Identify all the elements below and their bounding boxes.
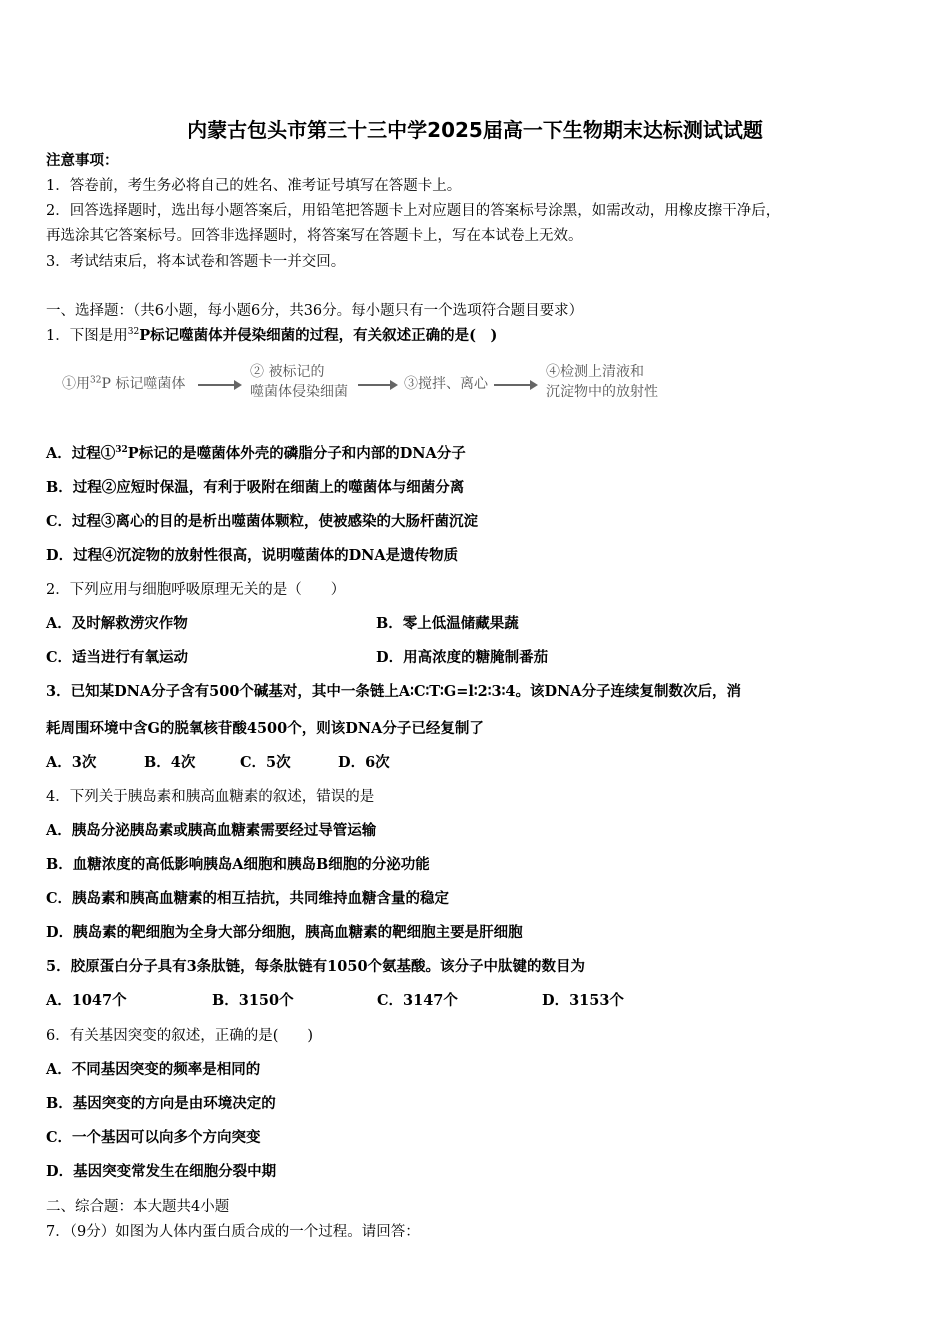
option-text: 过程① xyxy=(71,445,116,462)
question-number: 1． xyxy=(46,328,70,344)
option-c: C．过程③离心的目的是析出噬菌体颗粒，使被感染的大肠杆菌沉淀 xyxy=(46,513,479,530)
option-c: C．一个基因可以向多个方向突变 xyxy=(46,1129,261,1146)
option-c: C．3147个 xyxy=(377,992,458,1009)
phage-process-diagram xyxy=(62,360,682,410)
superscript: 32 xyxy=(127,327,140,338)
section-heading: 二、综合题：本大题共4小题 xyxy=(46,1199,230,1215)
question-text: P标记噬菌体并侵染细菌的过程，有关叙述正确的是( ) xyxy=(139,327,498,344)
diagram-step-2 xyxy=(250,362,348,402)
option-b: B．4次 xyxy=(144,754,196,771)
arrow-icon xyxy=(358,384,396,386)
superscript: 32 xyxy=(90,375,102,386)
option-c: C．适当进行有氧运动 xyxy=(46,649,189,666)
section-heading: 一、选择题：（共6小题，每小题6分，共36分。每小题只有一个选项符合题目要求） xyxy=(46,303,584,319)
option-a: A．3次 xyxy=(46,754,97,771)
question-3-stem: 3．已知某DNA分子含有500个碱基对，其中一条链上A∶C∶T∶G=l∶2∶3∶4。该DNA分子连续复制数次后，消 xyxy=(46,683,742,700)
arrow-icon xyxy=(494,384,536,386)
option-c: C．5次 xyxy=(240,754,291,771)
option-d: D．基因突变常发生在细胞分裂中期 xyxy=(46,1163,277,1180)
option-d: D．用高浓度的糖腌制番茄 xyxy=(376,649,549,666)
diagram-text: ①用 xyxy=(62,376,90,392)
question-4-stem: 4．下列关于胰岛素和胰高血糖素的叙述，错误的是 xyxy=(46,789,375,805)
notice-item: 1．答卷前，考生务必将自己的姓名、准考证号填写在答题卡上。 xyxy=(46,178,462,194)
diagram-text: P 标记噬菌体 xyxy=(101,376,186,392)
superscript: 32 xyxy=(115,445,128,456)
question-3-stem: 耗周围环境中含G的脱氧核苷酸4500个，则该DNA分子已经复制了 xyxy=(46,720,484,737)
question-text: 下图是用 xyxy=(69,328,128,344)
notice-item: 2．回答选择题时，选出每小题答案后，用铅笔把答题卡上对应题目的答案标号涂黑，如需改动，用橡皮擦干净后， xyxy=(46,203,781,219)
option-a: A．1047个 xyxy=(46,992,127,1009)
diagram-step-3: ③搅拌、离心 xyxy=(404,376,488,392)
option-d: D．胰岛素的靶细胞为全身大部分细胞，胰高血糖素的靶细胞主要是肝细胞 xyxy=(46,924,523,941)
option-a: A．胰岛分泌胰岛素或胰高血糖素需要经过导管运输 xyxy=(46,822,377,839)
option-d: D．6次 xyxy=(338,754,390,771)
page-title: 内蒙古包头市第三十三中学2025届高一下生物期末达标测试试题 xyxy=(187,118,763,142)
option-b: B．零上低温储藏果蔬 xyxy=(376,615,519,632)
notice-item: 再选涂其它答案标号。回答非选择题时，将答案写在答题卡上，写在本试卷上无效。 xyxy=(46,228,583,244)
diagram-text: ② 被标记的 xyxy=(250,364,325,380)
diagram-step-4 xyxy=(546,362,658,402)
question-1-stem xyxy=(46,326,497,346)
diagram-text: ④检测上清液和 xyxy=(546,364,644,380)
option-b: B．3150个 xyxy=(212,992,294,1009)
question-6-stem: 6．有关基因突变的叙述，正确的是( ) xyxy=(46,1028,314,1044)
option-d: D．过程④沉淀物的放射性很高，说明噬菌体的DNA是遗传物质 xyxy=(46,547,459,564)
option-text: P标记的是噬菌体外壳的磷脂分子和内部的DNA分子 xyxy=(127,445,466,462)
option-a: A．不同基因突变的频率是相同的 xyxy=(46,1061,261,1078)
option-a xyxy=(46,444,466,464)
option-b: B．过程②应短时保温，有利于吸附在细菌上的噬菌体与细菌分离 xyxy=(46,479,465,496)
question-7-stem: 7．（9分）如图为人体内蛋白质合成的一个过程。请回答： xyxy=(46,1224,420,1240)
notice-heading: 注意事项： xyxy=(46,152,119,169)
option-c: C．胰岛素和胰高血糖素的相互拮抗，共同维持血糖含量的稳定 xyxy=(46,890,450,907)
diagram-text: 沉淀物中的放射性 xyxy=(546,384,658,400)
diagram-text: 噬菌体侵染细菌 xyxy=(250,384,348,400)
option-d: D．3153个 xyxy=(542,992,624,1009)
question-5-stem: 5．胶原蛋白分子具有3条肽链，每条肽链有1050个氨基酸。该分子中肽键的数目为 xyxy=(46,958,586,975)
option-a: A．及时解救涝灾作物 xyxy=(46,615,188,632)
option-label: A． xyxy=(46,445,72,462)
diagram-step-1 xyxy=(62,374,185,394)
option-b: B．基因突变的方向是由环境决定的 xyxy=(46,1095,276,1112)
arrow-icon xyxy=(198,384,240,386)
notice-item: 3．考试结束后，将本试卷和答题卡一并交回。 xyxy=(46,254,346,270)
option-b: B．血糖浓度的高低影响胰岛A细胞和胰岛B细胞的分泌功能 xyxy=(46,856,430,873)
question-2-stem: 2．下列应用与细胞呼吸原理无关的是（ ） xyxy=(46,582,346,598)
